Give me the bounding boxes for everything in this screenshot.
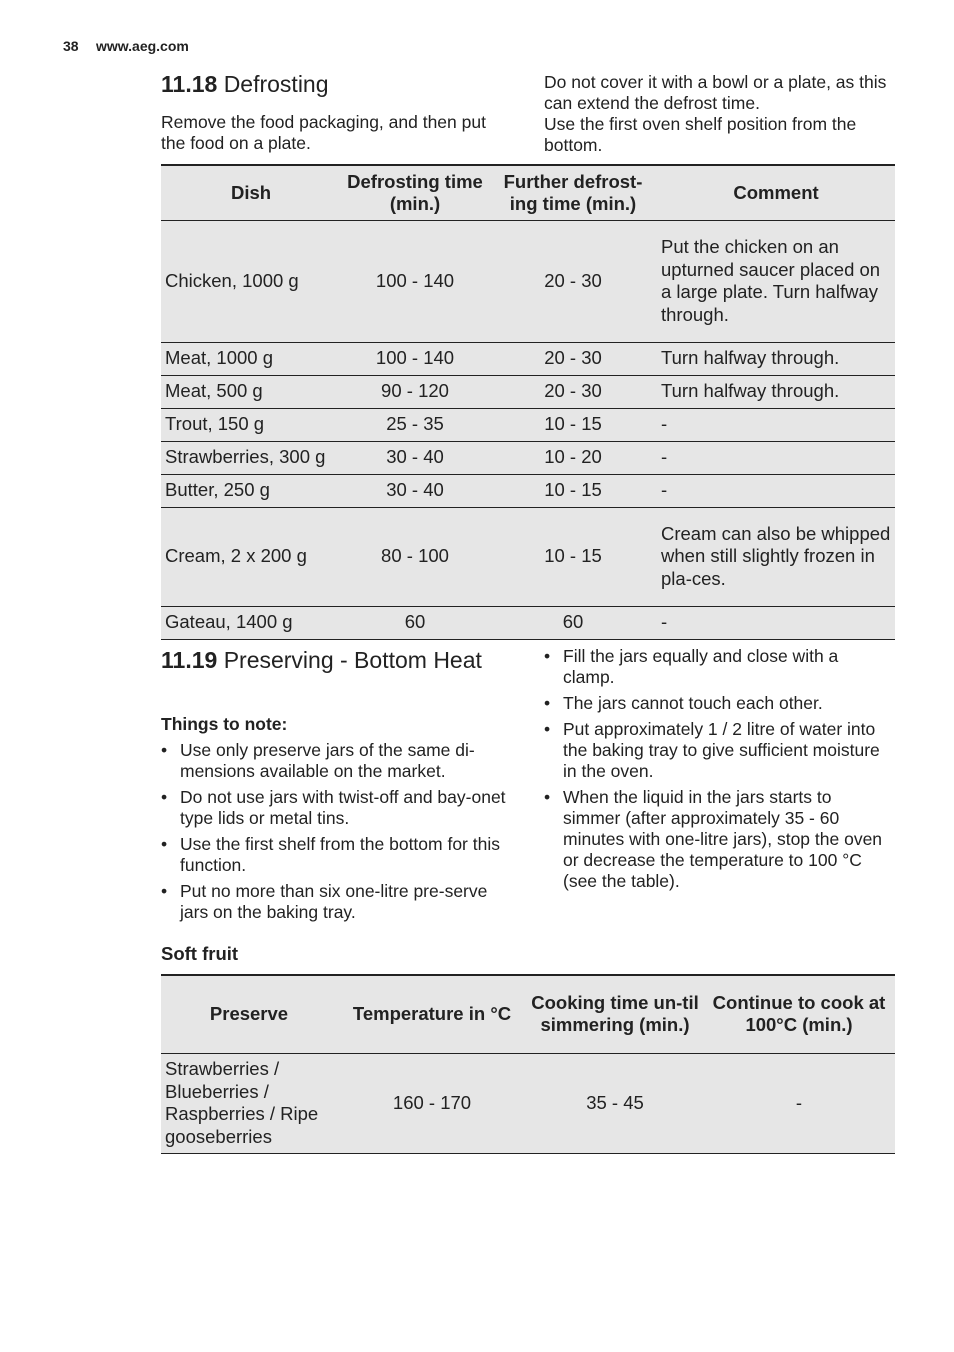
list-item: • Put no more than six one-litre pre-serve jars on the baking tray. bbox=[161, 881, 506, 923]
dish-cell: Meat, 500 g bbox=[161, 375, 341, 408]
col-header-comment: Comment bbox=[657, 165, 895, 220]
cooking-time-cell: 35 - 45 bbox=[527, 1053, 703, 1153]
col-header-cooking-time: Cooking time un-til simmering (min.) bbox=[527, 975, 703, 1053]
section-title-text: Preserving - Bottom Heat bbox=[223, 647, 482, 673]
defrosting-time-cell: 30 - 40 bbox=[341, 441, 489, 474]
defrosting-time-cell: 80 - 100 bbox=[341, 507, 489, 606]
list-item: • Do not use jars with twist-off and bay-onet type lids or metal tins. bbox=[161, 787, 506, 829]
further-time-cell: 10 - 20 bbox=[489, 441, 657, 474]
defrosting-time-cell: 25 - 35 bbox=[341, 408, 489, 441]
comment-cell: - bbox=[657, 408, 895, 441]
table-row bbox=[161, 220, 895, 342]
soft-fruit-table bbox=[161, 974, 895, 1154]
comment-cell: Cream can also be whipped when still slightly frozen in pla-ces. bbox=[657, 507, 895, 606]
page-number: 38 bbox=[63, 38, 79, 54]
table-row bbox=[161, 408, 895, 441]
defrost-intro: Remove the food packaging, and then put the food on a plate. bbox=[161, 112, 486, 153]
website-url: www.aeg.com bbox=[96, 38, 189, 54]
comment-cell: - bbox=[657, 606, 895, 639]
col-header-preserve: Preserve bbox=[161, 975, 337, 1053]
dish-cell: Gateau, 1400 g bbox=[161, 606, 341, 639]
dish-cell: Butter, 250 g bbox=[161, 474, 341, 507]
table-row bbox=[161, 342, 895, 375]
preserve-cell: Strawberries / Blueberries / Raspberries / Ripe gooseberries bbox=[161, 1053, 337, 1153]
section-number: 11.19 bbox=[161, 647, 218, 673]
dish-cell: Strawberries, 300 g bbox=[161, 441, 341, 474]
dish-cell: Trout, 150 g bbox=[161, 408, 341, 441]
dish-cell: Cream, 2 x 200 g bbox=[161, 507, 341, 606]
section-number: 11.18 bbox=[161, 71, 218, 97]
further-time-cell: 20 - 30 bbox=[489, 375, 657, 408]
comment-cell: - bbox=[657, 441, 895, 474]
defrosting-time-cell: 100 - 140 bbox=[341, 342, 489, 375]
comment-cell: Turn halfway through. bbox=[657, 375, 895, 408]
col-header-continue-cooking: Continue to cook at 100°C (min.) bbox=[703, 975, 895, 1053]
further-time-cell: 10 - 15 bbox=[489, 474, 657, 507]
col-header-defrosting-time: Defrosting time (min.) bbox=[341, 165, 489, 220]
col-header-dish: Dish bbox=[161, 165, 341, 220]
further-time-cell: 10 - 15 bbox=[489, 408, 657, 441]
comment-cell: - bbox=[657, 474, 895, 507]
defrost-note-cover: Do not cover it with a bowl or a plate, as this can extend the defrost time. bbox=[544, 72, 887, 113]
continue-cooking-cell: - bbox=[703, 1053, 895, 1153]
list-item: • The jars cannot touch each other. bbox=[544, 693, 889, 714]
comment-cell: Put the chicken on an upturned saucer placed on a large plate. Turn halfway through. bbox=[657, 220, 895, 342]
comment-cell: Turn halfway through. bbox=[657, 342, 895, 375]
list-item: • Use only preserve jars of the same di-mensions available on the market. bbox=[161, 740, 506, 782]
col-header-temperature: Temperature in °C bbox=[337, 975, 527, 1053]
further-time-cell: 60 bbox=[489, 606, 657, 639]
table-row bbox=[161, 507, 895, 606]
defrosting-time-cell: 100 - 140 bbox=[341, 220, 489, 342]
table-row bbox=[161, 606, 895, 639]
further-time-cell: 20 - 30 bbox=[489, 220, 657, 342]
notes-list-left bbox=[161, 740, 506, 928]
further-time-cell: 20 - 30 bbox=[489, 342, 657, 375]
defrosting-time-cell: 90 - 120 bbox=[341, 375, 489, 408]
notes-list-right bbox=[544, 646, 889, 897]
defrosting-time-cell: 60 bbox=[341, 606, 489, 639]
table-row bbox=[161, 1053, 895, 1153]
dish-cell: Chicken, 1000 g bbox=[161, 220, 341, 342]
defrosting-table bbox=[161, 164, 895, 640]
table-row bbox=[161, 441, 895, 474]
defrost-note-shelf: Use the first oven shelf position from the bottom. bbox=[544, 114, 857, 155]
table-row bbox=[161, 375, 895, 408]
list-item: • Fill the jars equally and close with a clamp. bbox=[544, 646, 889, 688]
col-header-further-defrosting-time: Further defrost-ing time (min.) bbox=[489, 165, 657, 220]
list-item: • Put approximately 1 / 2 litre of water into the baking tray to give sufficient moisture in the oven. bbox=[544, 719, 889, 782]
defrosting-time-cell: 30 - 40 bbox=[341, 474, 489, 507]
dish-cell: Meat, 1000 g bbox=[161, 342, 341, 375]
temperature-cell: 160 - 170 bbox=[337, 1053, 527, 1153]
things-to-note-heading: Things to note: bbox=[161, 714, 288, 734]
list-item: • Use the first shelf from the bottom for this function. bbox=[161, 834, 506, 876]
list-item: • When the liquid in the jars starts to simmer (after approximately 35 - 60 minutes with one-litre jars), stop the oven or decrease the temperature to 100 °C (see the table). bbox=[544, 787, 889, 892]
further-time-cell: 10 - 15 bbox=[489, 507, 657, 606]
section-title-text: Defrosting bbox=[223, 71, 329, 97]
section-title-preserving bbox=[161, 647, 501, 674]
section-title-defrosting bbox=[161, 71, 329, 98]
soft-fruit-heading: Soft fruit bbox=[161, 943, 239, 964]
table-row bbox=[161, 474, 895, 507]
